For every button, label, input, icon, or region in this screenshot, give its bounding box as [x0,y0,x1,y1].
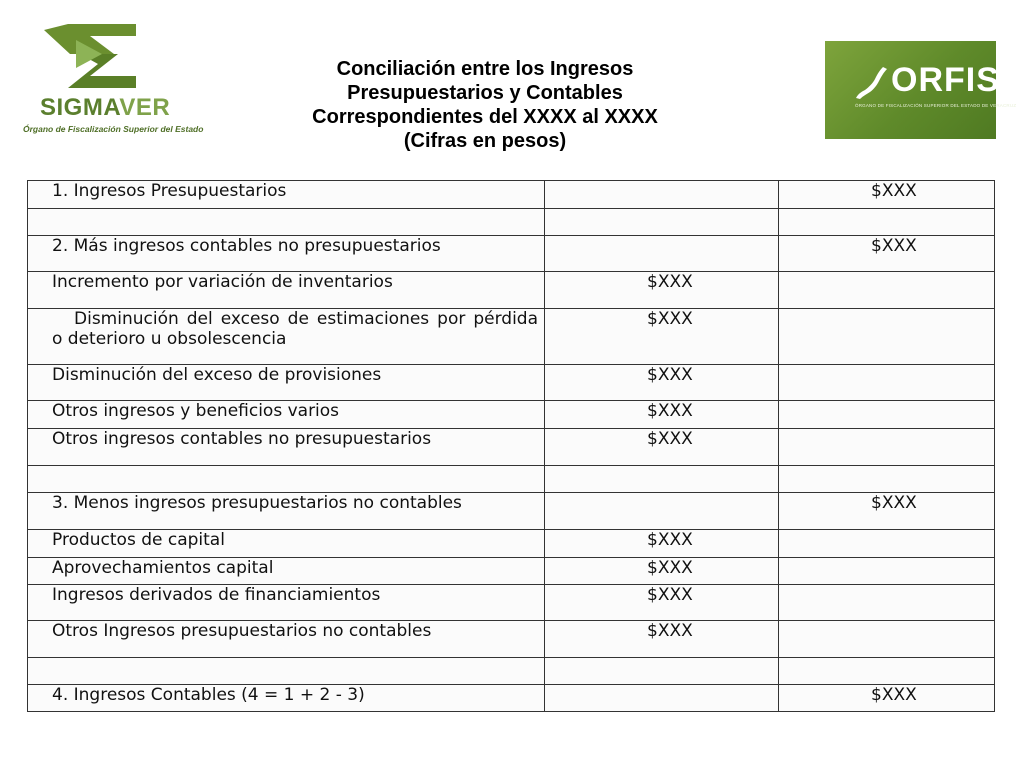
row-total-amount [779,658,995,685]
orfis-wordmark: ORFIS [891,61,1000,99]
ver-text: VER [119,94,171,121]
row-partial-amount: $XXX [545,558,779,585]
table-row [28,530,995,558]
row-partial-amount: $XXX [545,530,779,558]
table-row-blank [28,466,995,493]
row-total-amount [779,365,995,401]
table-row [28,401,995,429]
orfis-subtitle: ÓRGANO DE FISCALIZACIÓN SUPERIOR DEL ESTADO DE VERACRUZ [855,103,1017,108]
table-row [28,429,995,466]
sigmaver-logo [18,20,218,140]
row-label [28,209,545,236]
row-label: Incremento por variación de inventarios [28,272,545,309]
row-total-amount [779,209,995,236]
table-row [28,365,995,401]
table-row [28,585,995,621]
sigma-emblem-icon [18,20,218,100]
table-row [28,181,995,209]
row-label: 3. Menos ingresos presupuestarios no contables [28,493,545,530]
row-total-amount [779,466,995,493]
row-label: 1. Ingresos Presupuestarios [28,181,545,209]
title-line-4: (Cifras en pesos) [403,130,567,152]
row-total-amount [779,621,995,658]
row-partial-amount [545,236,779,272]
row-partial-amount: $XXX [545,621,779,658]
page-title [280,57,690,153]
row-label: Otros Ingresos presupuestarios no contables [28,621,545,658]
row-partial-amount [545,658,779,685]
table-row [28,272,995,309]
orfis-logo [825,41,1017,139]
row-partial-amount [545,181,779,209]
row-label: Otros ingresos y beneficios varios [28,401,545,429]
row-partial-amount: $XXX [545,309,779,365]
row-label [28,658,545,685]
row-total-amount: $XXX [779,236,995,272]
row-total-amount [779,401,995,429]
row-label: Disminución del exceso de estimaciones por pérdida o deterioro u obsolescencia [28,309,545,365]
row-partial-amount: $XXX [545,365,779,401]
row-total-amount [779,585,995,621]
reconciliation-table-body [28,181,995,712]
row-total-amount: $XXX [779,493,995,530]
sigma-text: SIGMA [40,94,120,121]
title-line-2: Presupuestarios y Contables [347,82,623,104]
row-partial-amount [545,493,779,530]
title-line-1: Conciliación entre los Ingresos [336,58,634,80]
table-row [28,309,995,365]
row-total-amount: $XXX [779,181,995,209]
row-label: Disminución del exceso de provisiones [28,365,545,401]
row-label: Aprovechamientos capital [28,558,545,585]
row-label: 2. Más ingresos contables no presupuestarios [28,236,545,272]
row-total-amount [779,272,995,309]
row-partial-amount: $XXX [545,585,779,621]
row-total-amount [779,429,995,466]
row-partial-amount [545,685,779,712]
row-label: Ingresos derivados de financiamientos [28,585,545,621]
table-row [28,621,995,658]
table-row-blank [28,658,995,685]
row-label: 4. Ingresos Contables (4 = 1 + 2 - 3) [28,685,545,712]
table-row [28,558,995,585]
table-row [28,493,995,530]
row-total-amount [779,530,995,558]
row-partial-amount [545,466,779,493]
reconciliation-table [27,180,995,712]
veracruz-map-icon [853,65,893,101]
row-partial-amount: $XXX [545,429,779,466]
table-row-blank [28,209,995,236]
row-partial-amount: $XXX [545,272,779,309]
row-total-amount: $XXX [779,685,995,712]
row-total-amount [779,309,995,365]
table-row [28,685,995,712]
row-label [28,466,545,493]
row-total-amount [779,558,995,585]
row-partial-amount: $XXX [545,401,779,429]
row-partial-amount [545,209,779,236]
sigmaver-subtitle: Órgano de Fiscalización Superior del Estado [23,124,204,134]
row-label: Productos de capital [28,530,545,558]
title-line-3: Correspondientes del XXXX al XXXX [312,106,658,128]
row-label: Otros ingresos contables no presupuestarios [28,429,545,466]
sigmaver-wordmark [40,94,170,122]
table-row [28,236,995,272]
